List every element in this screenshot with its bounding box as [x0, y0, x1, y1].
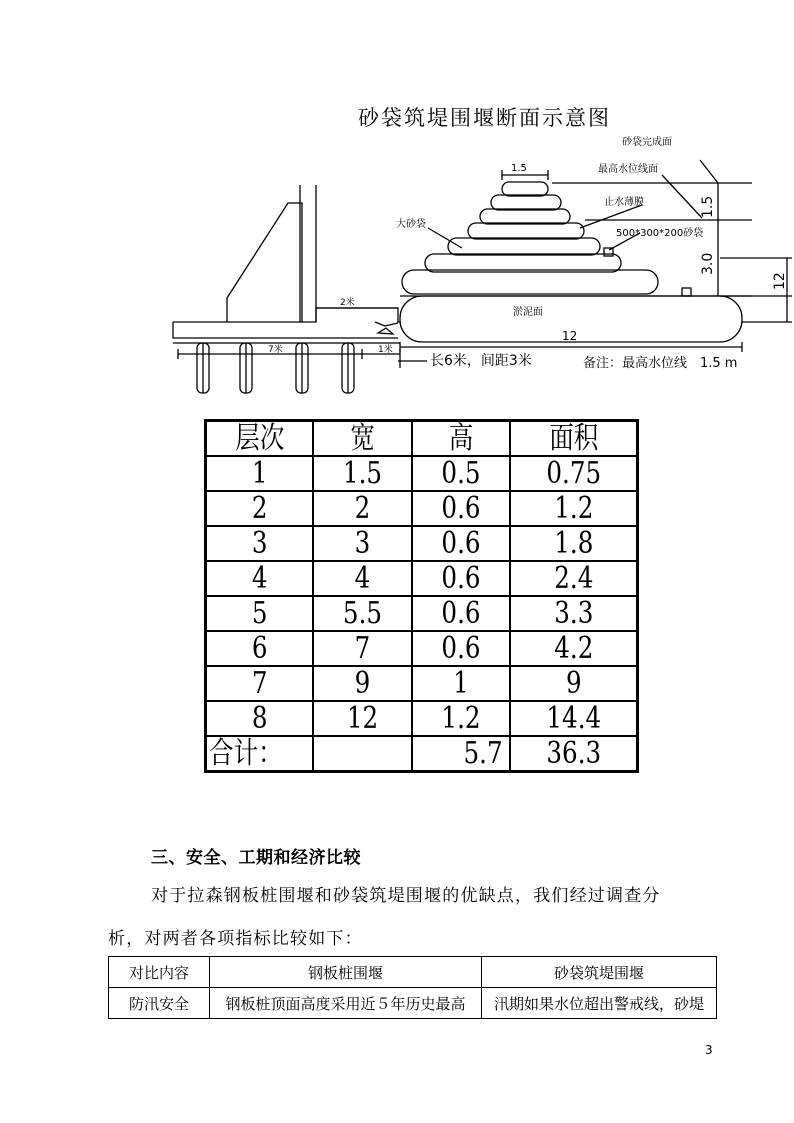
comparison-cell: 防汛安全 [109, 988, 210, 1019]
diagram-title: 砂袋筑堤围堰断面示意图 [358, 106, 611, 130]
comparison-cell: 汛期如果水位超出警戒线，砂堤 [482, 988, 717, 1019]
remark-label: 备注：最高水位线 1.5 m [583, 356, 738, 371]
table-cell: 0.6 [420, 596, 500, 631]
total-label: 合计： [206, 736, 294, 772]
dim-12-bottom-label: 12 [562, 329, 578, 343]
table-cell: 7 [321, 631, 402, 666]
table-cell: 1.5 [321, 456, 402, 491]
table-cell: 2 [215, 491, 303, 526]
header-cell: 高 [420, 421, 500, 457]
total-width [321, 736, 402, 772]
table-cell: 8 [215, 701, 303, 736]
total-area: 36.3 [521, 736, 626, 772]
wall-base-slab [173, 308, 400, 322]
table-cell: 14.4 [521, 701, 626, 736]
top-width-label: 1.5 [511, 163, 527, 174]
top-surface-label: 砂袋完成面 [622, 137, 672, 148]
layer-table-row [206, 526, 638, 561]
table-cell: 9 [321, 666, 402, 701]
layer-table-header [206, 421, 638, 457]
comparison-table-body [109, 957, 717, 1019]
dim-1-5-label: 1.5 [700, 195, 716, 218]
page-number: 3 [705, 1043, 713, 1057]
comparison-cell: 钢板桩顶面高度采用近５年历史最高 [210, 988, 482, 1019]
table-cell: 5.5 [321, 596, 402, 631]
table-cell: 3.3 [521, 596, 626, 631]
comparison-header [109, 957, 717, 988]
total-height: 5.7 [429, 736, 509, 772]
sandbag-spec-label: 500*300*200砂袋 [616, 228, 704, 239]
table-cell: 0.5 [420, 456, 500, 491]
layer-table [204, 419, 639, 773]
section-heading: 三、安全、工期和经济比较 [151, 848, 361, 868]
table-cell: 1 [215, 456, 303, 491]
silt-surface-label: 淤泥面 [513, 307, 543, 318]
table-cell: 3 [215, 526, 303, 561]
seepage-film-label: 止水薄膜 [604, 197, 644, 208]
comparison-table [108, 956, 717, 1019]
table-cell: 1.2 [420, 701, 500, 736]
header-cell: 宽 [321, 421, 402, 457]
table-cell: 0.75 [521, 456, 626, 491]
max-water-line-label: 最高水位线面 [598, 164, 658, 175]
table-cell: 0.6 [420, 526, 500, 561]
table-cell: 0.6 [420, 631, 500, 666]
retaining-wall [227, 203, 302, 322]
table-cell: 6 [215, 631, 303, 666]
pile-note-label: 长6米，间距3米 [430, 353, 532, 369]
layer-table-row [206, 456, 638, 491]
paragraph-line-1: 对于拉森钢板桩围堰和砂袋筑堤围堰的优缺点，我们经过调查分 [151, 886, 661, 906]
comparison-cell: 钢板桩围堰 [210, 957, 482, 988]
big-sandbag-label: 大砂袋 [396, 219, 426, 230]
table-cell: 1 [420, 666, 500, 701]
layer-table-row [206, 491, 638, 526]
table-cell: 1.8 [521, 526, 626, 561]
layer-table-row [206, 631, 638, 666]
table-cell: 5 [215, 596, 303, 631]
layer-table-row [206, 701, 638, 736]
layer-table-row [206, 596, 638, 631]
comparison-cell: 对比内容 [109, 957, 210, 988]
table-cell: 4 [215, 561, 303, 596]
table-cell: 3 [321, 526, 402, 561]
table-cell: 0.6 [420, 491, 500, 526]
table-cell: 2.4 [521, 561, 626, 596]
layer-table-row [206, 561, 638, 596]
dim-3-0-label: 3.0 [700, 252, 716, 275]
layer-table-body [206, 421, 638, 772]
dim-12-right-label: 12 [772, 272, 788, 290]
dim-1m-label: 1米 [378, 345, 393, 355]
paragraph-line-2: 析，对两者各项指标比较如下： [108, 929, 363, 949]
dim-2m-label: 2米 [340, 298, 355, 308]
layer-table-total-row [206, 736, 638, 772]
header-cell: 层次 [215, 421, 303, 457]
table-cell: 2 [321, 491, 402, 526]
table-cell: 1.2 [521, 491, 626, 526]
table-cell: 0.6 [420, 561, 500, 596]
header-cell: 面积 [521, 421, 626, 457]
table-cell: 4 [321, 561, 402, 596]
table-cell: 4.2 [521, 631, 626, 666]
comparison-row [109, 988, 717, 1019]
cofferdam-section-diagram [0, 0, 794, 410]
dim-7m-label: 7米 [268, 345, 283, 355]
layer-table-row [206, 666, 638, 701]
comparison-cell: 砂袋筑堤围堰 [482, 957, 717, 988]
table-cell: 9 [521, 666, 626, 701]
table-cell: 12 [321, 701, 402, 736]
table-cell: 7 [215, 666, 303, 701]
